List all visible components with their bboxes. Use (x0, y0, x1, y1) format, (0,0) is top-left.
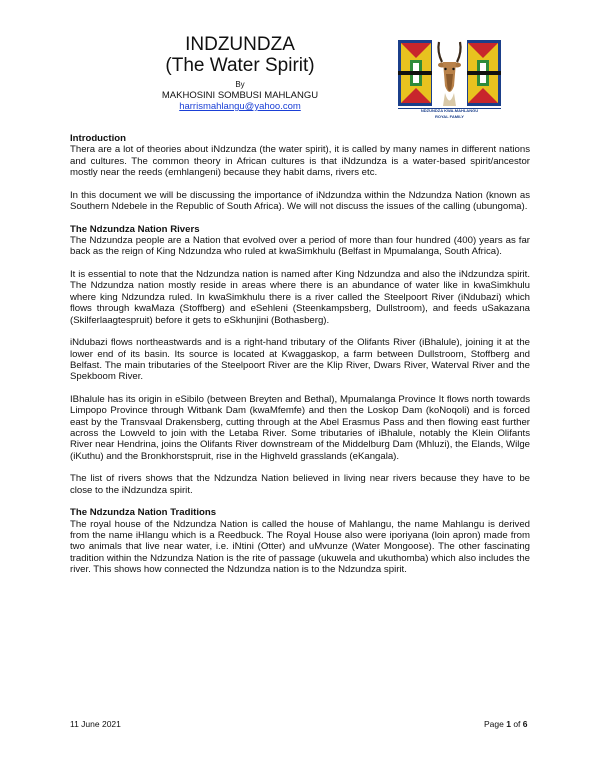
by-label: By (235, 80, 245, 89)
author-name: MAKHOSINI SOMBUSI MAHLANGU (161, 90, 319, 101)
paragraph: The royal house of the Ndzundza Nation is called the house of Mahlangu, the name Mahlangu is derived from the name iHlangu which is a Reedbuck. The Royal House also were iporiyana (loin apron) made from two animals that live near water, i.e. iNtini (Otter) and uMvunze (Water Mongoose). The other fascinating tradition within the Ndzundza Nation is the rite of passage (ukuwela and ukuthomba) which also includes the river. This shows how connected the Ndzundza nation is to the Ndzundza spirit. (70, 518, 530, 576)
logo-left-pattern (398, 40, 434, 106)
paragraph: The list of rivers shows that the Ndzundza Nation believed in living near rivers because they have to be close to the iNdzundza spirit. (70, 473, 530, 496)
paragraph: iNdubazi flows northeastwards and is a right-hand tributary of the Olifants River (iBhalule), joining it at the lower end of its basin. Its source is located at Kwaggaskop, a farm between Dullstroom, Stoffberg and Belfast. The main tributaries of the Steelpoort River are the Klip River, Dwars River, Waterval River and the Spekboom River. (70, 337, 530, 383)
document-title: INDZUNDZA (185, 34, 295, 55)
page-current: 1 (506, 719, 511, 729)
page-total: 6 (522, 719, 528, 729)
page-of: of (510, 719, 523, 729)
paragraph: The Ndzundza people are a Nation that evolved over a period of more than four hundred (400) years as far back as the reign of King Ndzundza who ruled at kwaSimkhulu (Belfast in Mpumalanga, South Africa). (70, 235, 530, 258)
logo-right-pattern (465, 40, 501, 106)
page-prefix: Page (484, 719, 507, 729)
reedbuck-head-icon (432, 38, 467, 108)
document-subtitle: (The Water Spirit) (165, 55, 315, 76)
footer-page-number (484, 719, 528, 729)
logo-caption-line2: ROYAL FAMILY (435, 114, 464, 119)
heading-traditions: The Ndzundza Nation Traditions (70, 507, 217, 519)
footer-date: 11 June 2021 (70, 719, 121, 729)
paragraph: It is essential to note that the Ndzundza nation is named after King Ndzundza and also the iNdzundza spirit. The Ndzundza nation mostly reside in areas where there is an abundance of water like in kwaSimkhulu where king Ndzundza ruled. In kwaSimkhulu there is a river called the Steelpoort River (iNdubazi) which flows through kwaMaza (Stoffberg) and eSehleni (Steenkampsberg, Dullstroom), and feeds uSakazana (Skilferlaagtespruit) before it gets to eSkhunjini (Bothasberg). (70, 269, 530, 326)
paragraph: Thera are a lot of theories about iNdzundza (the water spirit), it is called by many names in different nations and cultures. The common theory in African cultures is that iNdzundza is a water-based spirit/ancestor mostly near the reeds (emhlangeni) because they habit dams, rivers etc. (70, 144, 530, 179)
logo-caption-line1: NDZUNDZA KWA-MAHLANGU (420, 108, 479, 113)
paragraph: IBhalule has its origin in eSibilo (between Breyten and Bethal), Mpumalanga Province It flows north towards Limpopo Province through Witbank Dam (kwaMfemfe) and then the Loskop Dam (koNoqoli) and is forced east by the Transvaal Drakensberg, cutting through at the Abel Erasmus Pass and then flowing east further across the Lowveld to join with the Letaba River. Some tributaries of iBhalule, notably the Klein Olifants River near Hendrina, joins the Olifants River downstream of the Middelburg Dam (Mhluzi), the Elands, Wilge (iKuthu) and the Bronkhorstspruit, rise in the Highveld grasslands (eKangala). (70, 393, 530, 462)
paragraph: In this document we will be discussing the importance of iNdzundza within the Ndzundza Nation (known as Southern Ndebele in the Republic of South Africa). We will not discuss the issues of the calling (ubungoma). (70, 189, 530, 213)
heading-rivers: The Ndzundza Nation Rivers (70, 223, 200, 235)
document-body (70, 133, 530, 587)
title-block (140, 34, 340, 112)
author-email-link[interactable]: harrismahlangu@yahoo.com (179, 101, 301, 112)
heading-introduction: Introduction (70, 133, 126, 144)
